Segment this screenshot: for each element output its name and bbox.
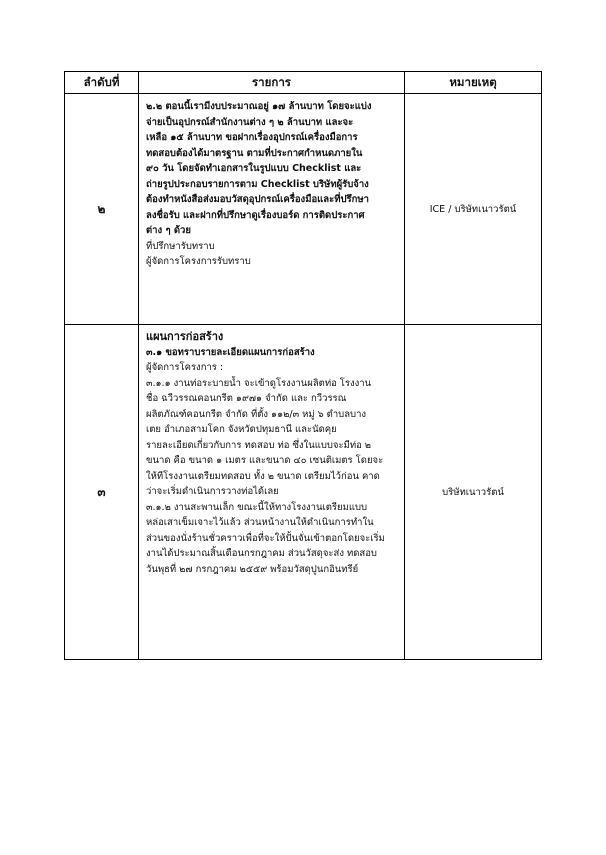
table-row <box>65 94 542 325</box>
row-item-cell <box>139 94 405 325</box>
item-line: ผู้จัดการโครงการ : <box>146 362 224 373</box>
row-item-cell <box>139 325 405 660</box>
item-line: ต่าง ๆ ด้วย <box>146 225 191 236</box>
item-line: ๙๐ วัน โดยจัดทำเอกสารในรูปแบบ Checklist และ <box>146 163 362 174</box>
item-line: งานได้ประมาณสิ้นเดือนกรกฎาคม ส่วนวัสดุจะส่ง ทดสอบ <box>146 548 377 559</box>
header-item: รายการ <box>139 72 405 94</box>
item-line: ผู้จัดการโครงการรับทราบ <box>146 256 251 267</box>
item-line: จ่ายเป็นอุปกรณ์สำนักงานต่าง ๆ ๒ ล้านบาท และจะ <box>146 116 354 128</box>
item-line: รายละเอียดเกี่ยวกับการ ทดสอบ ท่อ ซึ่งในแบบจะมีท่อ ๒ <box>146 439 372 451</box>
row-number: ๓ <box>65 325 139 660</box>
item-line: ๒.๒ ตอนนี้เรามีงบประมาณอยู่ ๑๗ ล้านบาท โดยจะแบ่ง <box>146 101 372 112</box>
item-line: ทดสอบต้องได้มาตรฐาน ตามที่ประกาศกำหนดภายใน <box>146 147 363 159</box>
header-remark: หมายเหตุ <box>405 72 542 94</box>
item-line: ๓.๑.๑ งานท่อระบายน้ำ จะเข้าดูโรงงานผลิตท่อ โรงงาน <box>146 377 372 389</box>
row-remark: ICE / บริษัทเนาวรัตน์ <box>405 94 542 325</box>
item-line: ขนาด คือ ขนาด ๑ เมตร และขนาด ๔๐ เซนติเมตร โดยจะ <box>146 455 384 466</box>
item-line: ต้องทำหนังสือส่งมอบวัสดุอุปกรณ์เครื่องมือและที่ปรึกษา <box>146 194 369 205</box>
minutes-table <box>64 71 542 660</box>
row-number: ๒ <box>65 94 139 325</box>
item-line: ให้ทีโรงงานเตรียมทดสอบ ทั้ง ๒ ขนาด เตรียมไว้ก่อน คาด <box>146 470 380 482</box>
table-header-row <box>65 72 542 94</box>
header-no: ลำดับที่ <box>65 72 139 94</box>
item-line: ๓.๑.๒ งานสะพานเล็ก ขณะนี้ให้ทางโรงงานเตรียมแบบ <box>146 501 368 513</box>
item-line: ว่าจะเริ่มดำเนินการวางท่อได้เลย <box>146 486 279 497</box>
item-line: ชื่อ ฉวีวรรณคอนกรีต ๑๙๗๑ จำกัด และ กวีวรรณ <box>146 393 347 404</box>
item-line: ถ่ายรูปประกอบรายการตาม Checklist บริษัทผู้รับจ้าง <box>146 178 369 190</box>
item-line: วันพุธที่ ๒๗ กรกฎาคม ๒๕๕๙ พร้อมวัสดุปูนกอินทรีย์ <box>146 563 359 575</box>
item-line: หล่อเสาเข็มเจาะไว้แล้ว ส่วนหน้างานให้ดำเนินการทำใน <box>146 517 374 528</box>
item-line: ลงชื่อรับ และฝากที่ปรึกษาดูเรื่องบอร์ด การติดประกาศ <box>146 209 365 221</box>
row-remark: บริษัทเนาวรัตน์ <box>405 325 542 660</box>
item-subtitle: ๓.๑ ขอทราบรายละเอียดแผนการก่อสร้าง <box>146 346 315 358</box>
table-row <box>65 325 542 660</box>
item-line: ที่ปรึกษารับทราบ <box>146 240 215 252</box>
item-line: เหลือ ๑๕ ล้านบาท ขอฝากเรื่องอุปกรณ์เครื่องมือการ <box>146 132 358 143</box>
item-line: เตย อำเภอสามโคก จังหวัดปทุมธานี และนัดคุย <box>146 424 337 435</box>
item-line: ผลิตภัณฑ์คอนกรีต จำกัด ที่ตั้ง ๑๑๒/๓ หมู่ ๖ ตำบลบาง <box>146 408 367 420</box>
item-title: แผนการก่อสร้าง <box>146 330 224 343</box>
item-line: ส่วนของนั่งร้านชั่วคราวเพื่อที่จะให้ปั้นจั่นเข้าตอกโดยจะเริ่ม <box>146 532 385 544</box>
